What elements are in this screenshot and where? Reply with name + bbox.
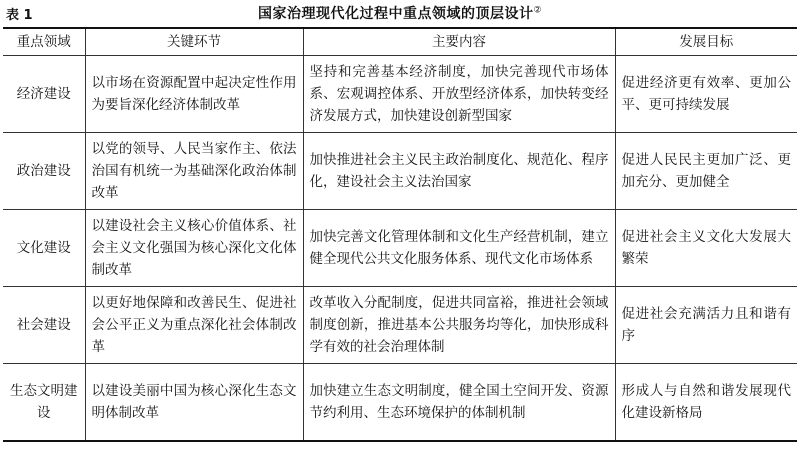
row-domain: 政治建设 (3, 133, 85, 210)
header-content: 主要内容 (303, 28, 615, 56)
table-caption (0, 0, 800, 26)
table-title (0, 3, 800, 23)
row-content: 坚持和完善基本经济制度，加快完善现代市场体系、宏观调控体系、开放型经济体系，加快转变经济发展方式，加快建设创新型国家 (303, 56, 615, 133)
row-goal: 形成人与自然和谐发展现代化建设新格局 (615, 364, 797, 441)
table-row (3, 133, 797, 210)
row-goal: 促进人民民主更加广泛、更加充分、更加健全 (615, 133, 797, 210)
row-key-link: 以党的领导、人民当家作主、依法治国有机统一为基础深化政治体制改革 (85, 133, 303, 210)
row-key-link: 以更好地保障和改善民生、促进社会公平正义为重点深化社会体制改革 (85, 287, 303, 364)
row-domain: 社会建设 (3, 287, 85, 364)
row-goal: 促进社会主义文化大发展大繁荣 (615, 210, 797, 287)
row-content: 改革收入分配制度，促进共同富裕，推进社会领域制度创新，推进基本公共服务均等化，加快形成科学有效的社会治理体制 (303, 287, 615, 364)
table-row (3, 56, 797, 133)
row-key-link: 以建设美丽中国为核心深化生态文明体制改革 (85, 364, 303, 441)
footnote-marker: ② (533, 5, 543, 16)
row-key-link: 以市场在资源配置中起决定性作用为要旨深化经济体制改革 (85, 56, 303, 133)
row-content: 加快推进社会主义民主政治制度化、规范化、程序化，建设社会主义法治国家 (303, 133, 615, 210)
table-row (3, 210, 797, 287)
row-goal: 促进经济更有效率、更加公平、更可持续发展 (615, 56, 797, 133)
table-header-row (3, 28, 797, 56)
header-domain: 重点领域 (3, 28, 85, 56)
row-domain: 经济建设 (3, 56, 85, 133)
header-goal: 发展目标 (615, 28, 797, 56)
row-content: 加快建立生态文明制度，健全国土空间开发、资源节约利用、生态环境保护的体制机制 (303, 364, 615, 441)
row-domain: 文化建设 (3, 210, 85, 287)
row-domain: 生态文明建设 (3, 364, 85, 441)
table-title-text: 国家治理现代化过程中重点领域的顶层设计 (257, 6, 534, 22)
row-goal: 促进社会充满活力且和谐有序 (615, 287, 797, 364)
table-label: 表 1 (6, 8, 33, 23)
table-row (3, 364, 797, 441)
row-key-link: 以建设社会主义核心价值体系、社会主义文化强国为核心深化文化体制改革 (85, 210, 303, 287)
header-key-link: 关键环节 (85, 28, 303, 56)
row-content: 加快完善文化管理体制和文化生产经营机制，建立健全现代公共文化服务体系、现代文化市场体系 (303, 210, 615, 287)
top-level-design-table (3, 27, 797, 442)
table-row (3, 287, 797, 364)
